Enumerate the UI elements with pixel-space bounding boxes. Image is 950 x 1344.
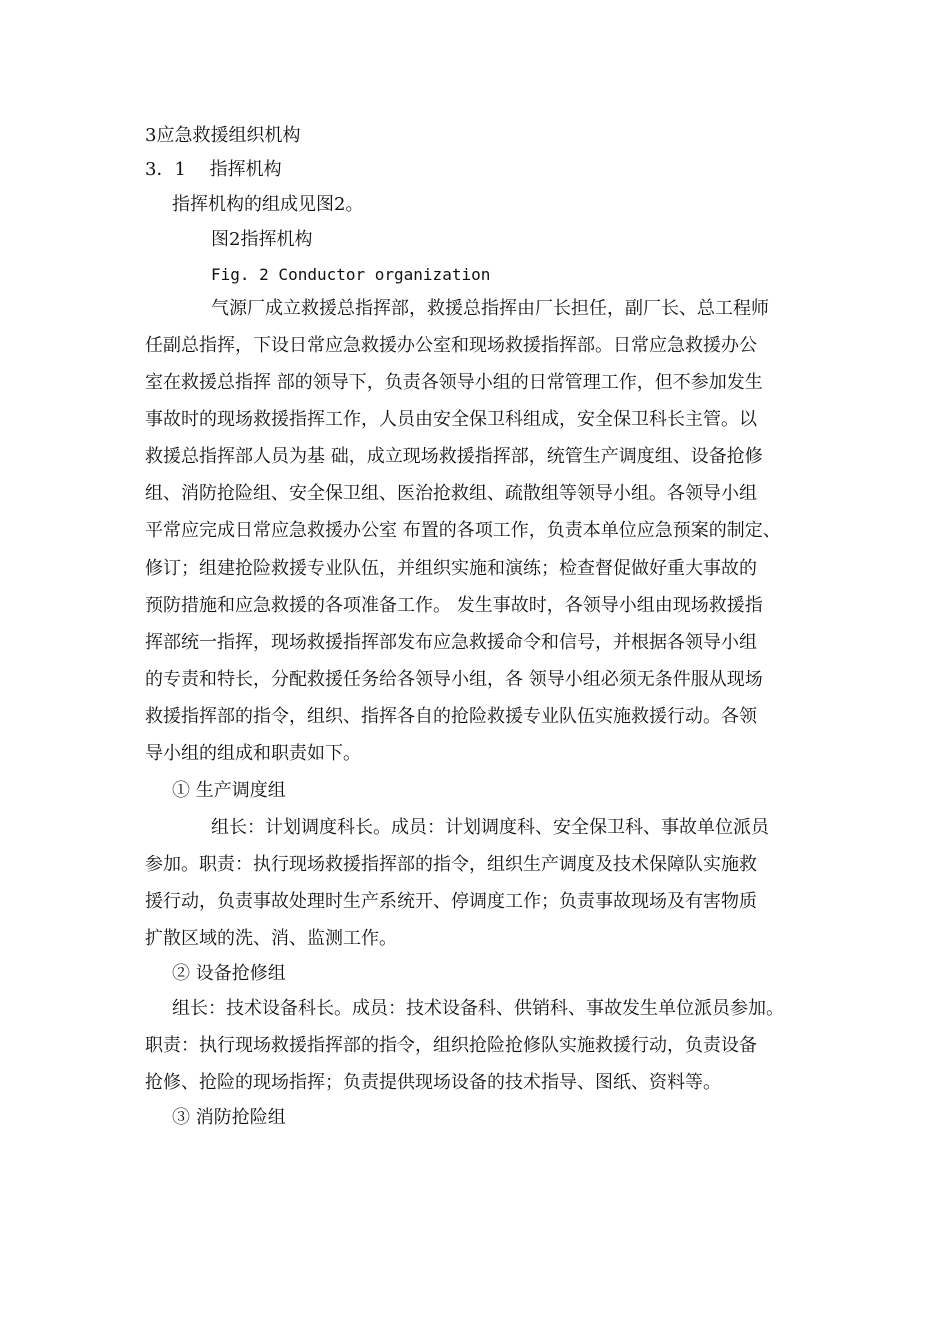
paragraph-line: 组、消防抢险组、安全保卫组、医治抢救组、疏散组等领导小组。各领导小组 [145, 483, 757, 504]
group-heading-firefighting: ③ 消防抢险组 [172, 1107, 286, 1128]
paragraph-line: 挥部统一指挥，现场救援指挥部发布应急救援命令和信号，并根据各领导小组 [145, 632, 757, 653]
subsection-title: 3．1 指挥机构 [145, 159, 282, 180]
group-text-line: 参加。职责：执行现场救援指挥部的指令，组织生产调度及技术保障队实施救 [145, 854, 757, 875]
paragraph-line: 救援指挥部的指令，组织、指挥各自的抢险救援专业队伍实施救援行动。各领 [145, 706, 757, 727]
paragraph-line: 修订；组建抢险救援专业队伍，并组织实施和演练；检查督促做好重大事故的 [145, 558, 757, 579]
group-text-line: 组长：技术设备科长。成员：技术设备科、供销科、事故发生单位派员参加。 [172, 998, 784, 1019]
group-heading-equipment: ② 设备抢修组 [172, 963, 286, 984]
paragraph-line: 室在救援总指挥 部的领导下，负责各领导小组的日常管理工作，但不参加发生 [145, 372, 763, 393]
paragraph-line: 任副总指挥，下设日常应急救援办公室和现场救援指挥部。日常应急救援办公 [145, 335, 757, 356]
figure-caption-cn: 图2指挥机构 [211, 229, 313, 250]
group-text-line: 扩散区域的洗、消、监测工作。 [145, 928, 397, 949]
group-text-line: 职责：执行现场救援指挥部的指令，组织抢险抢修队实施救援行动，负责设备 [145, 1035, 757, 1056]
paragraph-line: 导小组的组成和职责如下。 [145, 743, 361, 764]
figure-caption-en: Fig. 2 Conductor organization [211, 265, 491, 284]
paragraph-line: 预防措施和应急救援的各项准备工作。 发生事故时，各领导小组由现场救援指 [145, 595, 763, 616]
paragraph-line: 救援总指挥部人员为基 础，成立现场救援指挥部，统管生产调度组、设备抢修 [145, 446, 763, 467]
paragraph-line: 平常应完成日常应急救援办公室 布置的各项工作，负责本单位应急预案的制定、 [145, 520, 781, 541]
section-title: 3应急救援组织机构 [145, 125, 301, 146]
intro-line: 指挥机构的组成见图2。 [172, 194, 364, 215]
paragraph-line: 气源厂成立救援总指挥部，救援总指挥由厂长担任，副厂长、总工程师 [211, 298, 769, 319]
group-text-line: 援行动，负责事故处理时生产系统开、停调度工作；负责事故现场及有害物质 [145, 891, 757, 912]
group-text-line: 组长：计划调度科长。成员：计划调度科、安全保卫科、事故单位派员 [211, 817, 769, 838]
paragraph-line: 的专责和特长，分配救援任务给各领导小组，各 领导小组必须无条件服从现场 [145, 669, 763, 690]
group-heading-production: ① 生产调度组 [172, 780, 286, 801]
group-text-line: 抢修、抢险的现场指挥；负责提供现场设备的技术指导、图纸、资料等。 [145, 1072, 721, 1093]
paragraph-line: 事故时的现场救援指挥工作，人员由安全保卫科组成，安全保卫科长主管。以 [145, 409, 757, 430]
